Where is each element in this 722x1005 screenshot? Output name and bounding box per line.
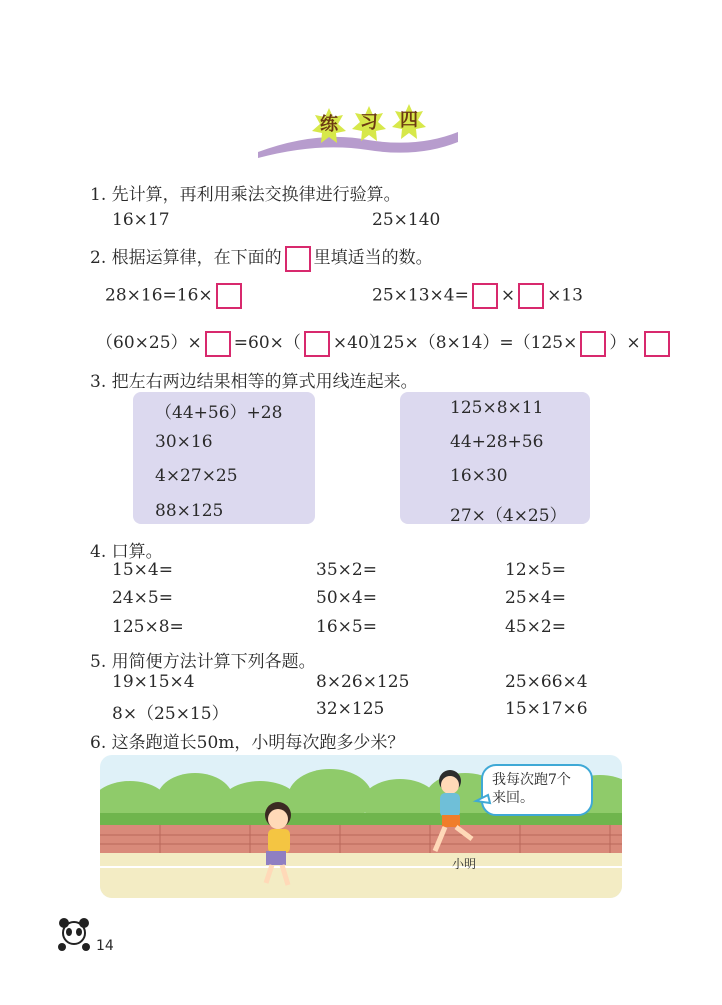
q2-row2-right: [372, 328, 673, 357]
speech-bubble-text: [492, 771, 571, 807]
q4-cell: 15×4=: [112, 560, 173, 580]
right-expression: 44+28+56: [450, 432, 544, 452]
q5-cell: 15×17×6: [505, 699, 588, 719]
title-char-3: 四: [400, 110, 418, 131]
answer-box[interactable]: [644, 331, 670, 357]
answer-box[interactable]: [472, 283, 498, 309]
left-expression: 30×16: [155, 432, 213, 452]
running-track-illustration: [100, 755, 622, 898]
page-number: 14: [96, 938, 114, 954]
boy-label: 小明: [452, 857, 477, 871]
q2-heading-part-1: 2. 根据运算律，在下面的: [90, 248, 282, 268]
q5-cell: 25×66×4: [505, 672, 588, 692]
question-1-heading: 1. 先计算，再利用乘法交换律进行验算。: [90, 185, 401, 205]
q4-cell: 50×4=: [316, 588, 377, 608]
q4-cell: 16×5=: [316, 617, 377, 637]
q1-item-1: 16×17: [112, 210, 170, 230]
q4-cell: 25×4=: [505, 588, 566, 608]
question-4-heading: 4. 口算。: [90, 542, 163, 562]
q4-cell: 125×8=: [112, 617, 184, 637]
left-expression: （44+56）+28: [155, 403, 283, 423]
q5-cell: 8×26×125: [316, 672, 410, 692]
q1-item-2: 25×140: [372, 210, 441, 230]
speech-line-2: 来回。: [492, 790, 534, 806]
q2-expr: =60×（: [233, 333, 301, 353]
answer-box[interactable]: [205, 331, 231, 357]
q4-cell: 12×5=: [505, 560, 566, 580]
q4-cell: 45×2=: [505, 617, 566, 637]
q2-row1-right: [372, 283, 583, 309]
q2-expr: ）×: [609, 333, 641, 353]
q2-row2-left: [96, 328, 386, 357]
q2-expr: （60×25）×: [96, 333, 202, 353]
question-5-heading: 5. 用简便方法计算下列各题。: [90, 652, 316, 672]
q2-expr: 28×16=16×: [105, 285, 213, 306]
answer-box[interactable]: [216, 283, 242, 309]
q5-cell: 19×15×4: [112, 672, 195, 692]
title-char-1: 练: [320, 114, 338, 135]
left-expression: 88×125: [155, 501, 224, 521]
q2-expr: ×: [500, 285, 516, 306]
answer-box[interactable]: [518, 283, 544, 309]
q2-expr: ×40）: [332, 333, 386, 353]
q2-expr: 125×（8×14）=（125×: [372, 333, 578, 353]
answer-box-sample: [285, 246, 311, 272]
left-expression: 4×27×25: [155, 466, 238, 486]
right-expression: 16×30: [450, 466, 508, 486]
right-expressions-panel: [400, 392, 590, 524]
right-expression: 27×（4×25）: [450, 506, 567, 526]
q4-cell: 35×2=: [316, 560, 377, 580]
q5-cell: 32×125: [316, 699, 385, 719]
question-2-heading: [90, 243, 433, 272]
left-expressions-panel: [133, 392, 315, 524]
title-char-2: 习: [360, 112, 378, 133]
speech-line-1: 我每次跑7个: [492, 772, 571, 788]
q2-expr: 25×13×4=: [372, 285, 469, 306]
exercise-title: [258, 100, 458, 162]
q2-heading-part-2: 里填适当的数。: [313, 248, 433, 268]
q4-cell: 24×5=: [112, 588, 173, 608]
answer-box[interactable]: [304, 331, 330, 357]
right-expression: 125×8×11: [450, 398, 544, 418]
question-3-heading: 3. 把左右两边结果相等的算式用线连起来。: [90, 372, 418, 392]
panda-icon: [56, 915, 92, 953]
q5-cell: 8×（25×15）: [112, 704, 229, 724]
q2-row1-left: [105, 283, 245, 309]
q2-expr: ×13: [547, 285, 583, 306]
question-6-heading: 6. 这条跑道长50m，小明每次跑多少米？: [90, 733, 405, 753]
answer-box[interactable]: [580, 331, 606, 357]
